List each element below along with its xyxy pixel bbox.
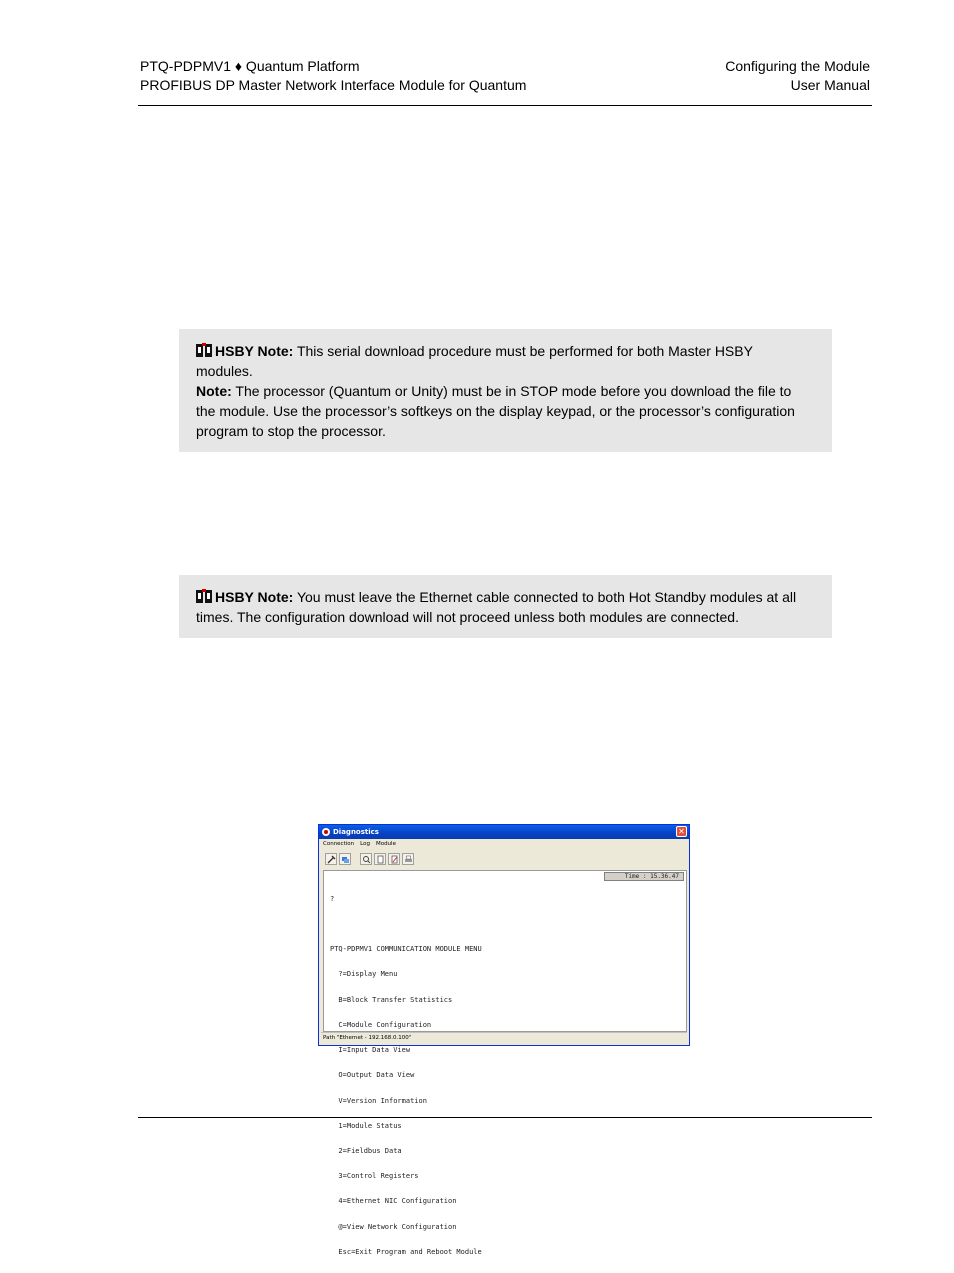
plug-icon [327, 855, 336, 864]
diagnostics-window [318, 824, 690, 1256]
window-title: Diagnostics [333, 828, 379, 836]
printer-icon [404, 855, 413, 864]
hsby-icon [196, 343, 212, 357]
close-button[interactable]: ✕ [676, 826, 687, 837]
disconnect-button[interactable] [339, 853, 351, 865]
header-left [140, 57, 526, 95]
toolbar [319, 849, 689, 869]
edit-log-button[interactable] [388, 853, 400, 865]
status-bar: Path "Ethernet - 192.168.0.100" [321, 1032, 687, 1043]
connect-button[interactable] [325, 853, 337, 865]
print-button[interactable] [402, 853, 414, 865]
header-rule [138, 105, 872, 106]
network-icon [341, 855, 350, 864]
console-line: 4=Ethernet NIC Configuration [330, 1197, 457, 1206]
menu-log[interactable]: Log [360, 841, 370, 847]
console-line: PTQ-PDPMV1 COMMUNICATION MODULE MENU [330, 945, 482, 954]
header-doc-type: User Manual [790, 77, 870, 93]
console-line: 2=Fieldbus Data [330, 1147, 402, 1155]
menu-connection[interactable]: Connection [323, 841, 355, 847]
hsby-note-label: HSBY Note: [215, 589, 294, 605]
console-line [330, 920, 482, 928]
note-text: The processor (Quantum or Unity) must be in STOP mode before you download the file to the module. Use the processor’s softkeys on the display keypad, or the processor’s configuration program to stop the processor. [196, 383, 795, 439]
console-line: ?=Display Menu [330, 970, 398, 979]
header-right [725, 57, 870, 95]
new-log-button[interactable] [374, 853, 386, 865]
console-line: C=Module Configuration [330, 1020, 432, 1029]
header-product: PTQ-PDPMV1 ♦ Quantum Platform [140, 58, 360, 74]
header-description: PROFIBUS DP Master Network Interface Module for Quantum [140, 77, 527, 93]
pencil-document-icon [390, 855, 399, 864]
hsby-note-text: You must leave the Ethernet cable connected to both Hot Standby modules at all times. The configuration download will not proceed unless both modules are connected. [196, 589, 797, 625]
note-label: Note: [196, 383, 232, 399]
hsby-note-label: HSBY Note: [215, 343, 294, 359]
console-lines [330, 878, 482, 1273]
hsby-note-box-2 [179, 575, 832, 638]
time-readout: Time : 15.36.47 [604, 872, 684, 881]
magnifier-icon [362, 855, 371, 864]
console-line: B=Block Transfer Statistics [330, 995, 453, 1004]
header-section: Configuring the Module [725, 58, 870, 74]
hsby-note-paragraph [196, 341, 812, 381]
hsby-note-text: This serial download procedure must be performed for both Master HSBY modules. [196, 343, 753, 379]
app-icon [322, 828, 330, 836]
console-line: I=Input Data View [330, 1046, 411, 1055]
console-line: Esc=Exit Program and Reboot Module [330, 1247, 482, 1256]
console-line: O=Output Data View [330, 1071, 415, 1080]
menu-module[interactable]: Module [375, 841, 396, 847]
console-line: @=View Network Configuration [330, 1222, 457, 1231]
footer-rule [138, 1117, 872, 1118]
menu-bar [319, 839, 689, 849]
stop-mode-note-paragraph [196, 381, 812, 441]
hsby-icon [196, 589, 212, 603]
console-line: 1=Module Status [330, 1121, 402, 1130]
console-line: 3=Control Registers [330, 1172, 419, 1181]
console-line: V=Version Information [330, 1096, 427, 1105]
find-button[interactable] [360, 853, 372, 865]
hsby-note-box-1 [179, 329, 832, 452]
document-icon [376, 855, 385, 864]
window-titlebar[interactable] [319, 825, 689, 839]
console-line: ? [330, 894, 335, 903]
